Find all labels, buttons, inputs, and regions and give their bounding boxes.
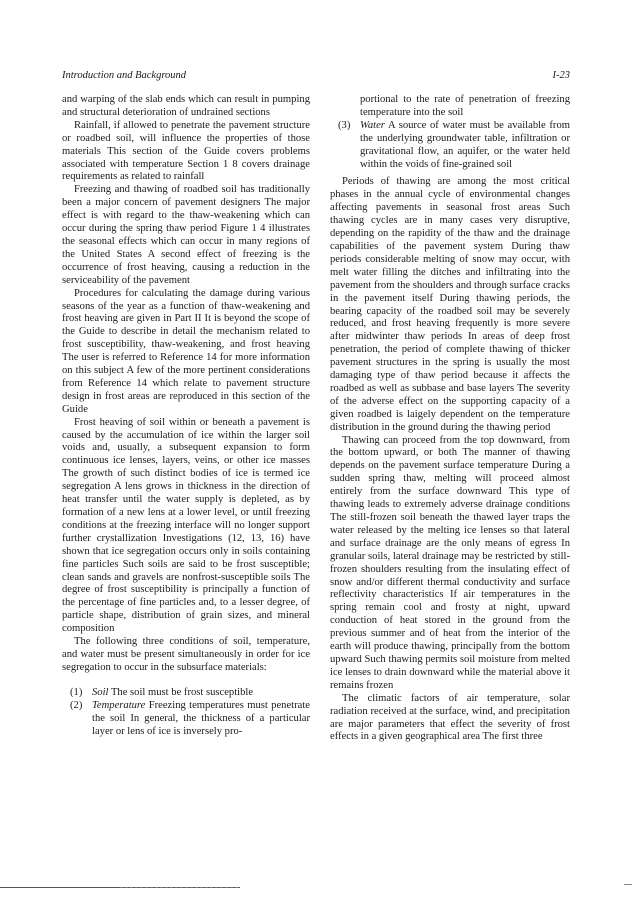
list-item (62, 687, 310, 700)
list-item (62, 700, 310, 739)
list-item-continuation (330, 94, 570, 120)
paragraph: Frost heaving of soil within or beneath a pavement is caused by the accumulation of ice within the larger soil voids and, usually, a subsequent expansion to form continuous ice lenses, layers, veins, or other ice masses The growth of such distinct bodies of ice is termed ice segregation A lens grows in thickness in the direction of heat transfer until the water supply is depleted, as by formation of a new lens at a lower level, or until freezing conditions at the freezing interface will no longer support further crystallization Investigations (12, 13, 16) have shown that ice segregation occurs only in soils containing fine particles Such soils are said to be frost susceptible; clean sands and gravels are nonfrost-susceptible soils The degree of frost susceptibility is principally a function of the percentage of fine particles and, to a lesser degree, of particle shape, distribution of grain sizes, and mineral composition (62, 416, 310, 635)
list-number: (3) (338, 119, 351, 131)
paragraph: The climatic factors of air temperature, solar radiation received at the surface, wind, and precipitation are major parameters that effect the severity of frost effects in a given geographical area The first three (330, 692, 570, 743)
right-column (330, 94, 570, 744)
paragraph: The following three conditions of soil, temperature, and water must be present simultaneously in order for ice segregation to occur in the subsurface materials: (62, 636, 310, 673)
list-number: (1) (70, 686, 83, 698)
footer-tick-mark (624, 884, 632, 885)
footer-dashed-rule (120, 887, 238, 888)
paragraph: Thawing can proceed from the top downward, from the bottom upward, or both The manner of thawing depends on the pavement surface temperature During a sudden spring thaw, melting will proceed almost entirely from the surface downward This type of thawing leads to extremely adverse drainage conditions The still-frozen soil beneath the thawed layer traps the water released by the melting ice lenses so that lateral and surface drainage are the only means of egress In granular soils, lateral drainage may be restricted by still-frozen shoulders resulting from the insulating effect of snow and/or different thermal conductivity and surface reflectivity characteristics If air temperatures in the spring remain cool and frosty at night, upward conduction of heat stored in the ground from the previous summer and of heat from the interior of the earth will produce thawing, principally from the bottom upward Such thawing permits soil moisture from melted ice lenses to drain downward while the material above it remains frozen (330, 434, 570, 691)
running-header (62, 70, 570, 84)
list-text: portional to the rate of penetration of freezing temperature into the soil (360, 94, 570, 118)
list-text: A source of water must be available from the underlying groundwater table, infiltration or gravitational flow, an aquifer, or the water held within the voids of fine-grained soil (360, 119, 570, 170)
left-column (62, 94, 310, 738)
list-item (330, 120, 570, 172)
list-text: Freezing temperatures must penetrate the soil In general, the thickness of a particular layer or lens of ice is inversely pro- (92, 699, 310, 737)
paragraph: and warping of the slab ends which can result in pumping and structural deterioration of undrained sections (62, 94, 310, 118)
page-number: I-23 (552, 70, 570, 81)
list-term: Temperature (92, 699, 146, 711)
conditions-list (62, 687, 310, 739)
list-term: Soil (92, 686, 109, 698)
paragraph: Rainfall, if allowed to penetrate the pavement structure or roadbed soil, will influence the properties of those materials This section of the Guide covers problems associated with temperature Section 1 8 covers drainage requirements as related to rainfall (62, 119, 310, 183)
list-number: (2) (70, 699, 83, 711)
list-term: Water (360, 119, 385, 131)
section-title: Introduction and Background (62, 70, 187, 81)
paragraph: Procedures for calculating the damage during various seasons of the year as a function of thaw-weakening and frost heaving are given in Part II It is beyond the scope of the Guide to describe in detail the mechanism related to frost susceptibility, thaw-weakening, and frost heaving The user is referred to Reference 14 for more information on this subject A few of the more pertinent considerations from Reference 14 which relate to pavement structure design in frost areas are reproduced in this section of the Guide (62, 287, 310, 415)
paragraph: Freezing and thawing of roadbed soil has traditionally been a major concern of pavement designers The major effect is with regard to the thaw-weakening which can occur during the spring thaw period Figure 1 4 illustrates the seasonal effects which can occur in many regions of the United States A second effect of freezing is the occurrence of frost heaving, causing a reduction in the serviceability of the pavement (62, 184, 310, 286)
list-text: The soil must be frost susceptible (108, 686, 254, 698)
paragraph: Periods of thawing are among the most critical phases in the annual cycle of environmental changes affecting pavements in seasonal frost areas Such thawing cycles are in many cases very disruptive, depending on the rapidity of the thaw and the drainage capabilities of the pavement system During thaw periods considerable melting of snow may occur, with melt water filling the ditches and infiltrating into the pavement from the shoulders and through surface cracks in the pavement itself During thawing periods, the bearing capacity of the roadbed soil may be severely reduced, and frost heaving frequently is more severe after midwinter thaw periods In areas of deep frost penetration, the period of complete thawing of thicker pavement structures in the spring is usually the most damaging type of thaw period because it affects the roadbed as well as subbase and base layers The severity of the adverse effect on the supporting capacity of a given roadbed is laigely dependent on the temperature distribution in the ground during the thawing period (330, 176, 570, 433)
